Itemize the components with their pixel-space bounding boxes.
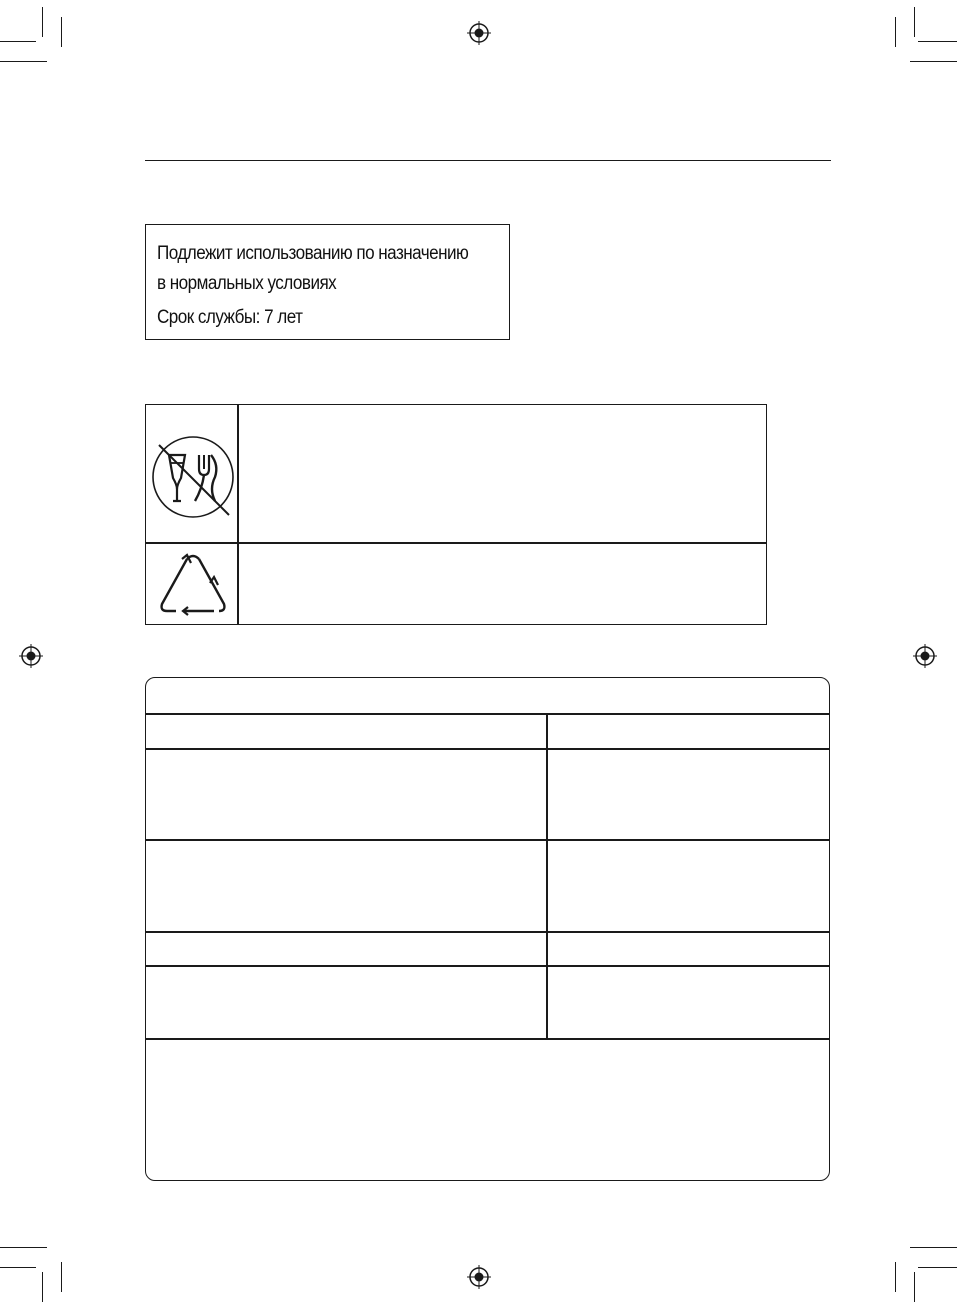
crop-mark [918,1267,957,1268]
usage-notice-box [145,224,510,340]
table-row-divider [146,931,829,933]
crop-mark [0,1247,47,1248]
notice-line-conditions: в нормальных условиях [157,273,337,294]
table-row-divider [146,965,829,967]
symbols-table [145,404,767,625]
table-column-divider [546,713,548,1038]
crop-mark [914,1272,915,1302]
header-rule [145,160,831,161]
crop-mark [910,61,957,62]
registration-mark-icon [467,1265,491,1289]
crop-mark [61,1262,62,1292]
registration-mark-icon [913,644,937,668]
not-for-food-contact-icon [149,433,237,521]
crop-mark [918,41,957,42]
table-divider [237,405,239,624]
crop-mark [895,17,896,47]
crop-mark [910,1247,957,1248]
crop-mark [0,1267,36,1268]
crop-mark [0,61,47,62]
notice-line-service-life: Срок службы: 7 лет [157,307,303,328]
crop-mark [42,7,43,37]
crop-mark [42,1272,43,1302]
table-row-divider [146,839,829,841]
table-divider [146,542,766,544]
notice-line-purpose: Подлежит использованию по назначению [157,243,469,264]
specification-table [145,677,830,1181]
crop-mark [61,17,62,47]
crop-mark [895,1262,896,1292]
registration-mark-icon [467,21,491,45]
table-row-divider [146,1038,829,1040]
crop-mark [0,41,36,42]
recycling-icon [154,549,232,621]
registration-mark-icon [19,644,43,668]
table-row-divider [146,748,829,750]
crop-mark [914,7,915,37]
table-row-divider [146,713,829,715]
